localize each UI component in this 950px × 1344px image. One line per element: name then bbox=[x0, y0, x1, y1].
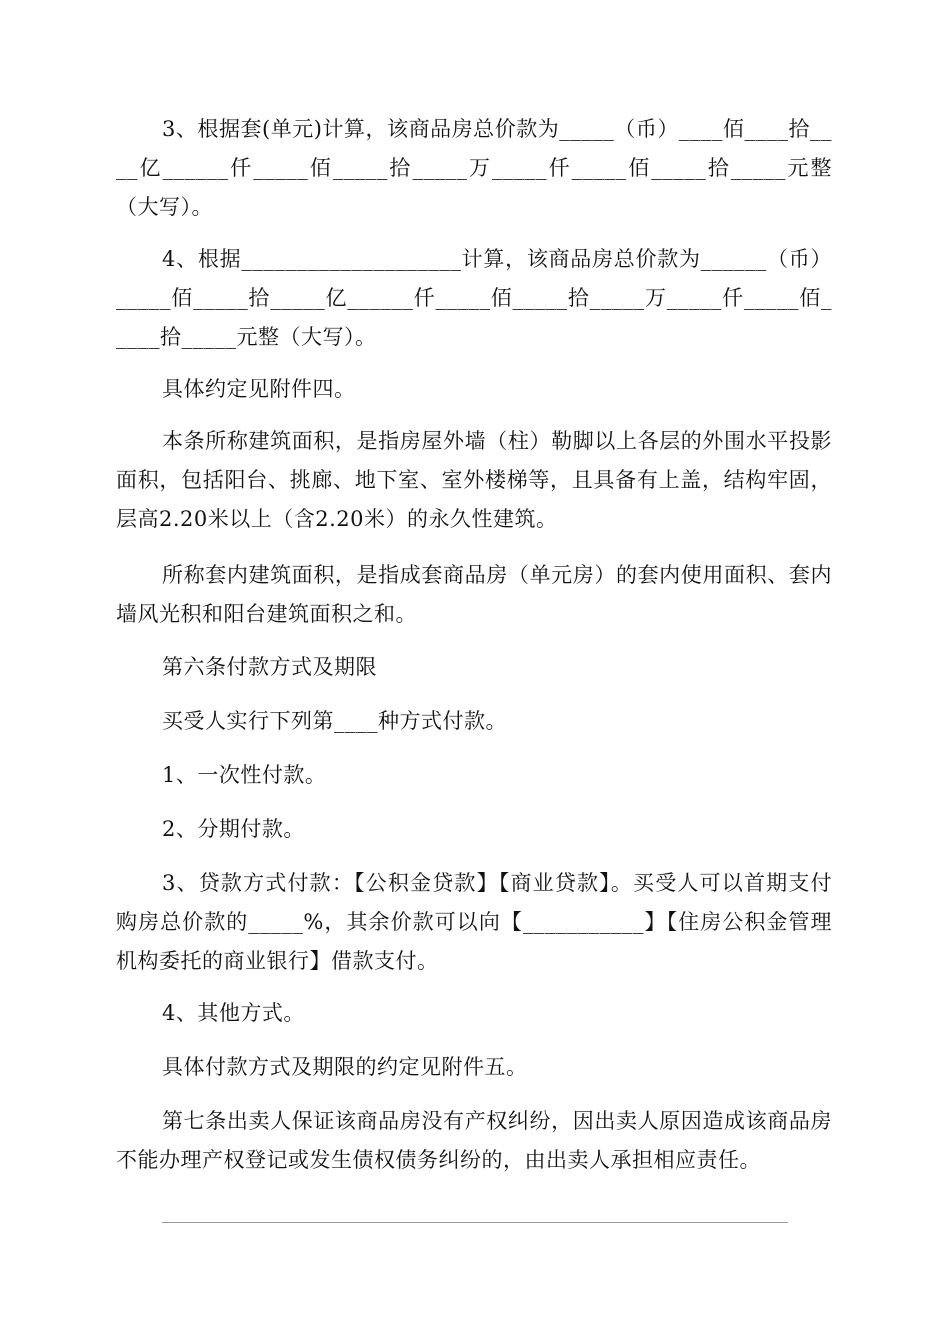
paragraph-see-appendix-five: 具体付款方式及期限的约定见附件五。 bbox=[162, 1055, 528, 1079]
paragraph-lump-sum-payment: 1、一次性付款。 bbox=[162, 763, 327, 787]
footer-divider bbox=[162, 1222, 788, 1223]
paragraph-see-appendix-four: 具体约定见附件四。 bbox=[162, 377, 356, 401]
paragraph-article-seven: 第七条出卖人保证该商品房没有产权纠纷，因出卖人原因造成该商品房不能办理产权登记或发生债权债务纠纷的，由出卖人承担相应责任。 bbox=[116, 1109, 832, 1172]
paragraph-other-payment: 4、其他方式。 bbox=[162, 1001, 305, 1025]
paragraph-payment-method-choice: 买受人实行下列第____种方式付款。 bbox=[162, 709, 507, 733]
paragraph-unit-area-definition: 所称套内建筑面积，是指成套商品房（单元房）的套内使用面积、套内墙风光积和阳台建筑面积之和。 bbox=[116, 563, 832, 626]
paragraph-price-by-unit: 3、根据套(单元)计算，该商品房总价款为_____（币）____佰____拾____亿______仟_____佰_____拾_____万_____仟_____佰_____拾_____元整（大写）。 bbox=[116, 117, 832, 219]
section-heading-article-six: 第六条付款方式及期限 bbox=[162, 655, 377, 679]
paragraph-loan-payment: 3、贷款方式付款：【公积金贷款】【商业贷款】。买受人可以首期支付购房总价款的_____%，其余价款可以向【___________】【住房公积金管理机构委托的商业银行】借款支付。 bbox=[116, 871, 832, 973]
paragraph-building-area-definition: 本条所称建筑面积，是指房屋外墙（柱）勒脚以上各层的外围水平投影面积，包括阳台、挑廊、地下室、室外楼梯等，且具备有上盖，结构牢固，层高2.20米以上（含2.20米）的永久性建筑。 bbox=[116, 429, 832, 531]
paragraph-installment-payment: 2、分期付款。 bbox=[162, 817, 305, 841]
paragraph-price-by-other: 4、根据____________________计算，该商品房总价款为______（币）_____佰_____拾_____亿______仟_____佰_____拾_____万_____仟_____佰_____拾_____元整（大写）。 bbox=[116, 247, 832, 349]
